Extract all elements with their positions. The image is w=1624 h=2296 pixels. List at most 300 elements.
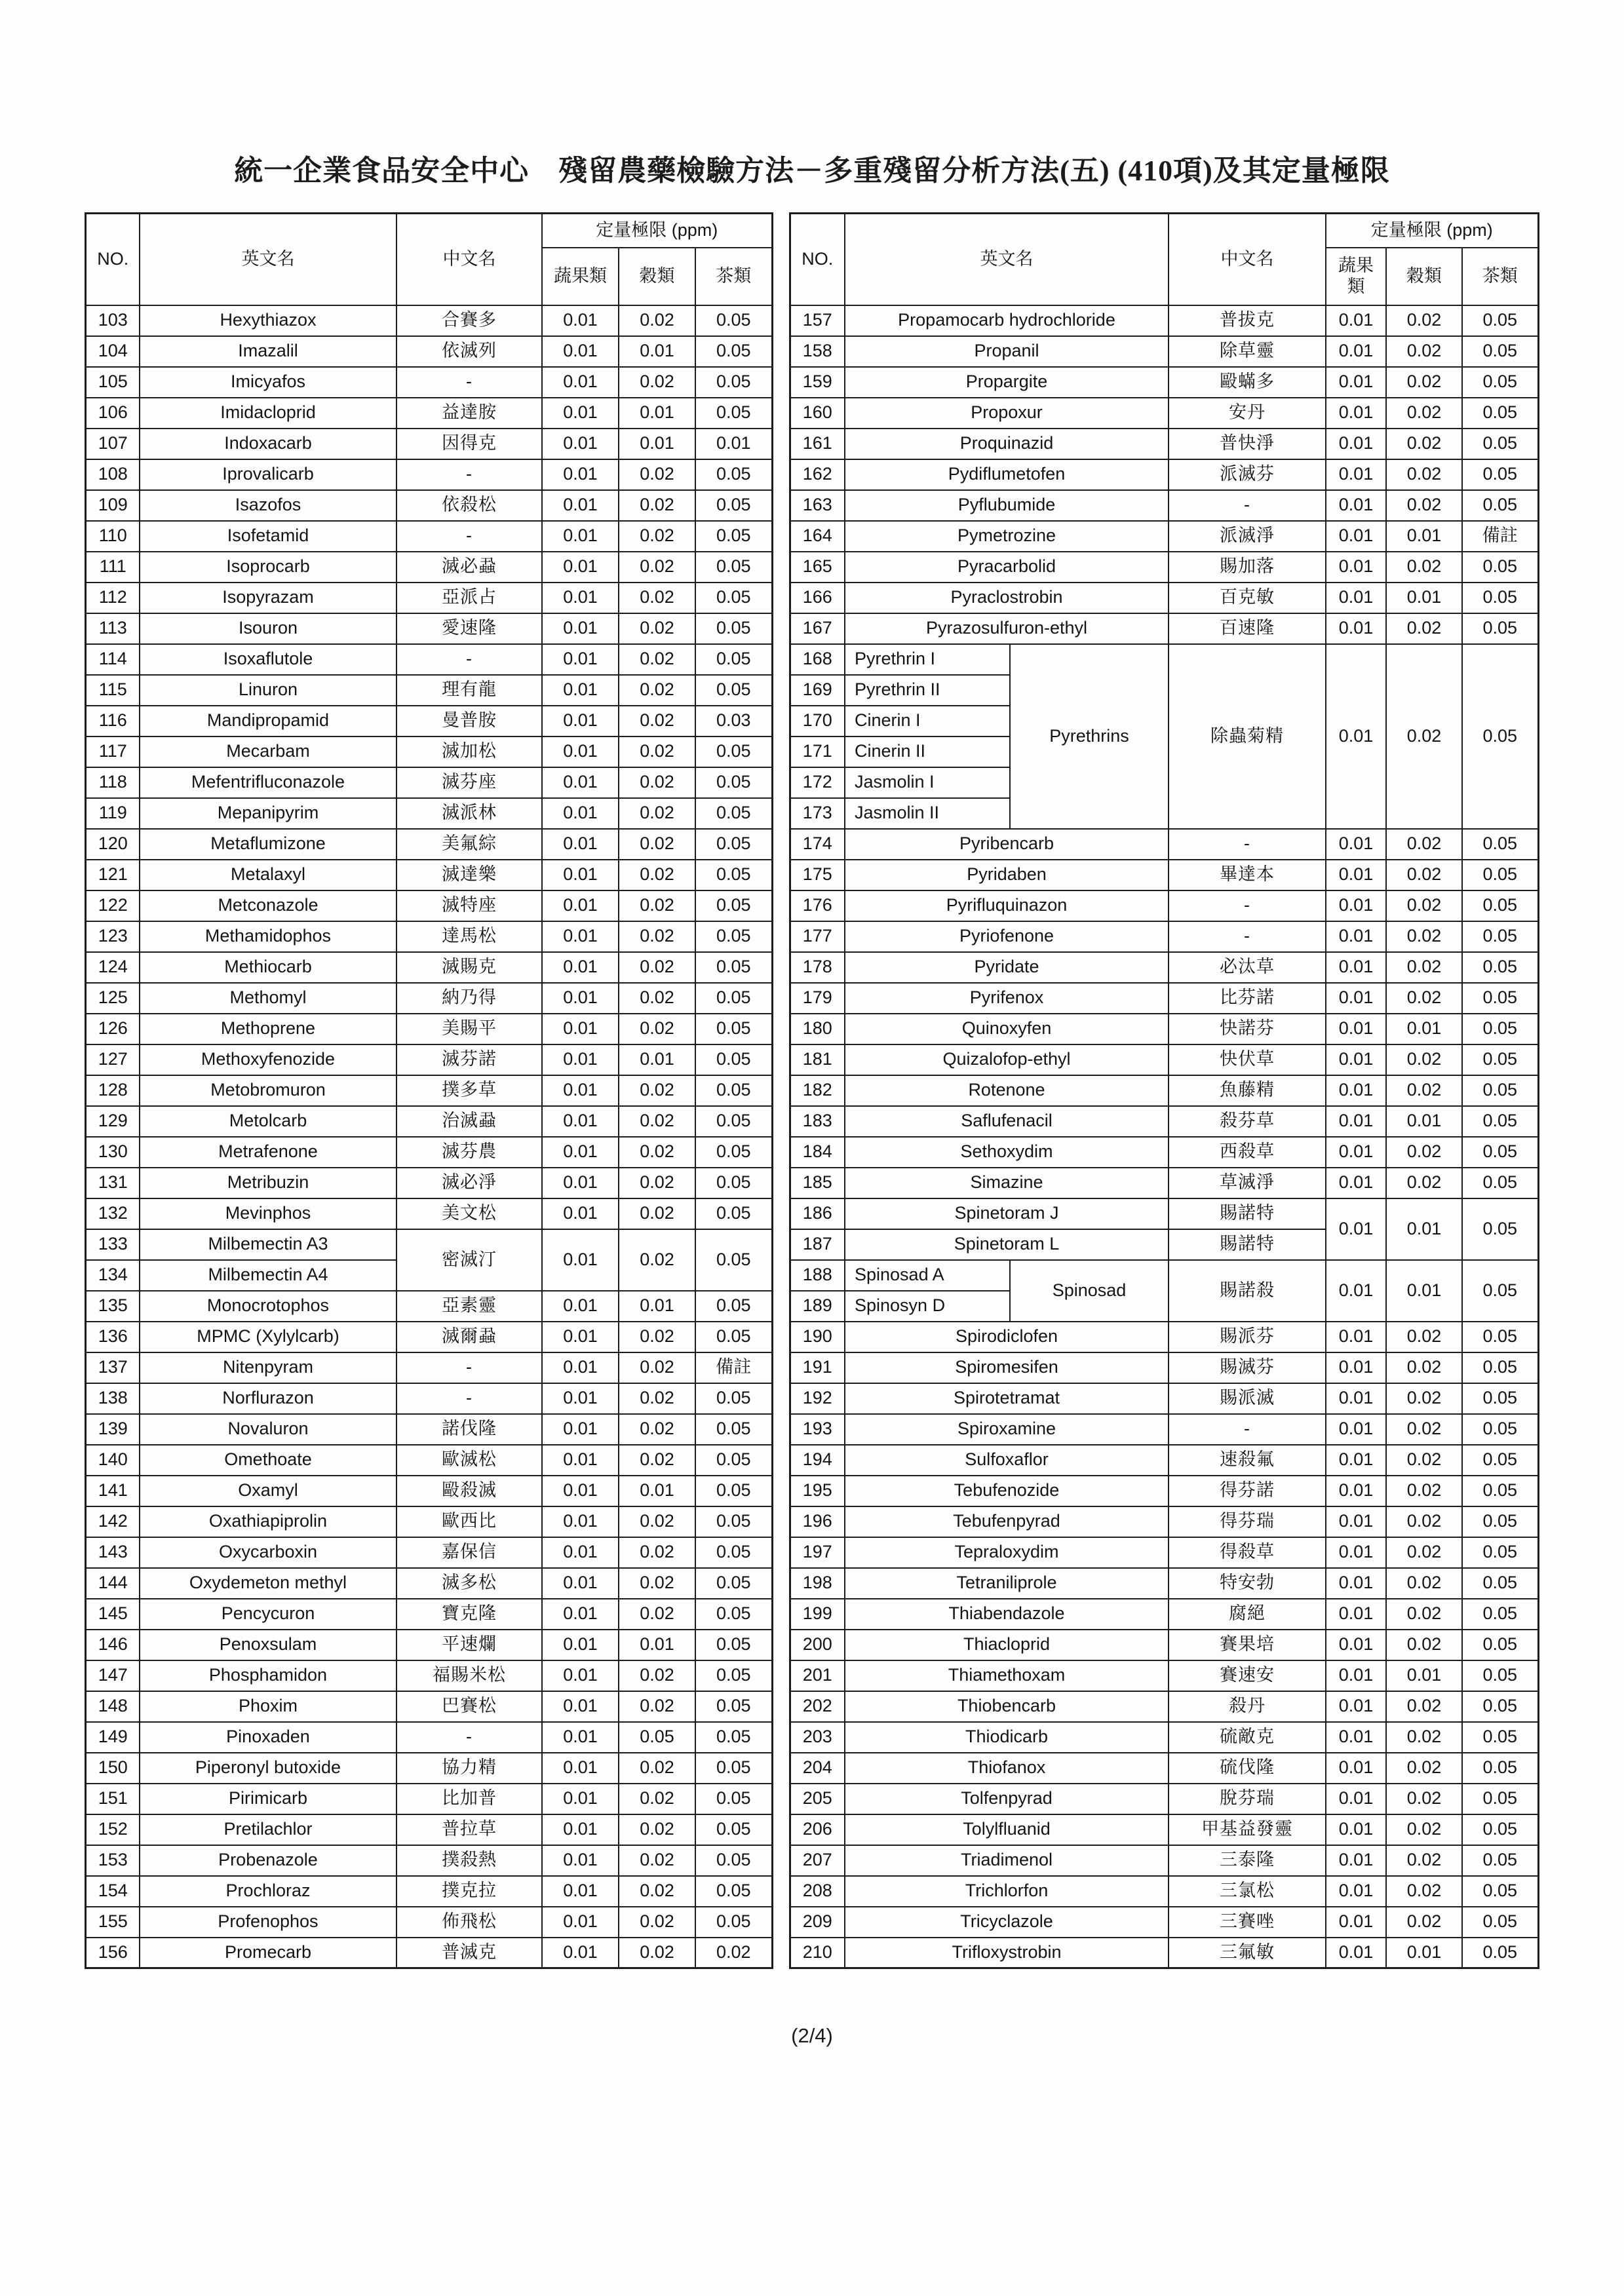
row-number: 114 — [86, 644, 140, 675]
grain-limit-value: 0.02 — [619, 1198, 695, 1229]
row-number: 186 — [790, 1198, 845, 1229]
english-name: Pinoxaden — [140, 1722, 396, 1753]
tea-limit-value: 0.05 — [695, 1322, 772, 1352]
grain-limit-value: 0.02 — [619, 1229, 695, 1291]
row-number: 141 — [86, 1476, 140, 1506]
table-row — [790, 305, 1538, 336]
row-number: 126 — [86, 1014, 140, 1044]
chinese-name: 平速爛 — [396, 1630, 542, 1660]
row-number: 147 — [86, 1660, 140, 1691]
row-number: 168 — [790, 644, 845, 675]
veg-limit-value: 0.01 — [542, 490, 619, 521]
chinese-name: 諾伐隆 — [396, 1414, 542, 1445]
english-name: Metaflumizone — [140, 829, 396, 860]
english-name: Simazine — [845, 1168, 1169, 1198]
chinese-name: 百速隆 — [1169, 613, 1326, 644]
grain-limit-value: 0.02 — [1386, 921, 1462, 952]
english-name: Oxathiapiprolin — [140, 1506, 396, 1537]
grain-limit-value: 0.02 — [1386, 644, 1462, 829]
grain-limit-value: 0.02 — [1386, 1537, 1462, 1568]
table-row — [86, 1014, 772, 1044]
row-number: 195 — [790, 1476, 845, 1506]
row-number: 172 — [790, 767, 845, 798]
row-number: 197 — [790, 1537, 845, 1568]
tea-limit-value: 0.05 — [1462, 552, 1538, 583]
english-name: Pyrethrin I — [845, 644, 1010, 675]
table-row — [790, 890, 1538, 921]
tea-limit-value: 0.05 — [1462, 1630, 1538, 1660]
english-name: Tetraniliprole — [845, 1568, 1169, 1599]
chinese-name: 特安勃 — [1169, 1568, 1326, 1599]
grain-limit-value: 0.02 — [1386, 1352, 1462, 1383]
grain-limit-value: 0.02 — [619, 490, 695, 521]
grain-limit-value: 0.02 — [619, 1568, 695, 1599]
veg-limit-value: 0.01 — [1326, 490, 1386, 521]
table-row — [86, 1568, 772, 1599]
veg-limit-value: 0.01 — [542, 1383, 619, 1414]
table-row — [790, 1322, 1538, 1352]
chinese-name: 賽速安 — [1169, 1660, 1326, 1691]
veg-limit-value: 0.01 — [1326, 613, 1386, 644]
grain-limit-value: 0.02 — [1386, 1476, 1462, 1506]
grain-limit-value: 0.02 — [619, 1014, 695, 1044]
veg-limit-value: 0.01 — [542, 1630, 619, 1660]
row-number: 164 — [790, 521, 845, 552]
chinese-name: 巴賽松 — [396, 1691, 542, 1722]
tea-limit-value: 0.05 — [695, 367, 772, 398]
chinese-name: - — [1169, 921, 1326, 952]
grain-limit-value: 0.02 — [619, 583, 695, 613]
veg-limit-value: 0.01 — [1326, 1691, 1386, 1722]
grain-limit-value: 0.02 — [619, 1506, 695, 1537]
row-number: 155 — [86, 1907, 140, 1938]
grain-limit-value: 0.02 — [619, 1845, 695, 1876]
table-row — [790, 521, 1538, 552]
english-name: Phosphamidon — [140, 1660, 396, 1691]
tea-limit-value: 0.05 — [695, 675, 772, 706]
table-row — [790, 1352, 1538, 1383]
table-row — [86, 1137, 772, 1168]
chinese-name: 比加普 — [396, 1784, 542, 1814]
row-number: 121 — [86, 860, 140, 890]
veg-limit-value: 0.01 — [542, 1568, 619, 1599]
row-number: 198 — [790, 1568, 845, 1599]
veg-limit-value: 0.01 — [542, 583, 619, 613]
tea-limit-value: 0.05 — [1462, 1137, 1538, 1168]
table-row — [790, 367, 1538, 398]
veg-limit-value: 0.01 — [542, 860, 619, 890]
english-name: Rotenone — [845, 1075, 1169, 1106]
veg-limit-value: 0.01 — [1326, 1753, 1386, 1784]
row-number: 145 — [86, 1599, 140, 1630]
table-row — [86, 675, 772, 706]
english-name: Omethoate — [140, 1445, 396, 1476]
english-name: Spirotetramat — [845, 1383, 1169, 1414]
grain-limit-value: 0.02 — [1386, 860, 1462, 890]
english-name: Isoprocarb — [140, 552, 396, 583]
grain-limit-value: 0.02 — [619, 1814, 695, 1845]
table-row — [790, 1445, 1538, 1476]
english-name: Methiocarb — [140, 952, 396, 983]
grain-limit-value: 0.02 — [1386, 1168, 1462, 1198]
veg-limit-value: 0.01 — [542, 890, 619, 921]
tea-limit-value: 0.05 — [695, 767, 772, 798]
chinese-name: 撲殺熱 — [396, 1845, 542, 1876]
veg-limit-value: 0.01 — [1326, 552, 1386, 583]
grain-limit-value: 0.02 — [1386, 1722, 1462, 1753]
row-number: 201 — [790, 1660, 845, 1691]
grain-limit-value: 0.02 — [619, 1383, 695, 1414]
veg-limit-value: 0.01 — [1326, 398, 1386, 429]
table-row — [790, 829, 1538, 860]
veg-limit-value: 0.01 — [542, 675, 619, 706]
row-number: 175 — [790, 860, 845, 890]
veg-limit-value: 0.01 — [542, 1014, 619, 1044]
table-row — [790, 952, 1538, 983]
chinese-name: 因得克 — [396, 429, 542, 459]
chinese-name: 三氟敏 — [1169, 1938, 1326, 1968]
veg-limit-value: 0.01 — [1326, 429, 1386, 459]
grain-limit-value: 0.02 — [1386, 1784, 1462, 1814]
row-number: 118 — [86, 767, 140, 798]
veg-limit-value: 0.01 — [1326, 521, 1386, 552]
chinese-name: 快諾芬 — [1169, 1014, 1326, 1044]
grain-limit-value: 0.01 — [1386, 1014, 1462, 1044]
english-name: Prochloraz — [140, 1876, 396, 1907]
page-number: (2/4) — [791, 2024, 833, 2047]
row-number: 136 — [86, 1322, 140, 1352]
row-number: 209 — [790, 1907, 845, 1938]
table-row — [86, 1352, 772, 1383]
english-name: Pymetrozine — [845, 521, 1169, 552]
english-name: Proquinazid — [845, 429, 1169, 459]
row-number: 139 — [86, 1414, 140, 1445]
chinese-name: 賜加落 — [1169, 552, 1326, 583]
english-name: Isouron — [140, 613, 396, 644]
table-row — [790, 644, 1538, 675]
chinese-name: 亞素靈 — [396, 1291, 542, 1322]
veg-limit-value: 0.01 — [542, 1322, 619, 1352]
table-row — [86, 767, 772, 798]
grain-limit-value: 0.02 — [619, 829, 695, 860]
row-number: 200 — [790, 1630, 845, 1660]
row-number: 144 — [86, 1568, 140, 1599]
english-name: Piperonyl butoxide — [140, 1753, 396, 1784]
english-name: Methoxyfenozide — [140, 1044, 396, 1075]
chinese-name: 三賽唑 — [1169, 1907, 1326, 1938]
table-row — [86, 1229, 772, 1260]
table-header — [86, 214, 772, 305]
chinese-name: 撲克拉 — [396, 1876, 542, 1907]
grain-limit-value: 0.02 — [619, 706, 695, 737]
tea-limit-value: 0.05 — [695, 1814, 772, 1845]
table-row — [790, 1414, 1538, 1445]
chinese-name: - — [1169, 890, 1326, 921]
tea-limit-value: 0.03 — [695, 706, 772, 737]
veg-limit-value: 0.01 — [542, 552, 619, 583]
tea-limit-value: 0.05 — [695, 1876, 772, 1907]
row-number: 153 — [86, 1845, 140, 1876]
grain-limit-value: 0.02 — [1386, 398, 1462, 429]
table-row — [790, 1075, 1538, 1106]
grain-limit-value: 0.02 — [619, 521, 695, 552]
tea-limit-value: 備註 — [695, 1352, 772, 1383]
row-number: 148 — [86, 1691, 140, 1722]
tea-limit-value: 0.05 — [1462, 1907, 1538, 1938]
english-name: Thiofanox — [845, 1753, 1169, 1784]
english-name: Methamidophos — [140, 921, 396, 952]
grain-limit-value: 0.01 — [1386, 1198, 1462, 1260]
english-name: Thiobencarb — [845, 1691, 1169, 1722]
grain-limit-value: 0.02 — [619, 1599, 695, 1630]
header-chinese-name: 中文名 — [1169, 214, 1326, 305]
english-name: Metconazole — [140, 890, 396, 921]
grain-limit-value: 0.01 — [1386, 1260, 1462, 1322]
row-number: 156 — [86, 1938, 140, 1968]
veg-limit-value: 0.01 — [1326, 1630, 1386, 1660]
chinese-name: 得芬瑞 — [1169, 1506, 1326, 1537]
english-name: Jasmolin II — [845, 798, 1010, 829]
table-row — [790, 1506, 1538, 1537]
veg-limit-value: 0.01 — [542, 706, 619, 737]
chinese-name: 三泰隆 — [1169, 1845, 1326, 1876]
grain-limit-value: 0.02 — [619, 644, 695, 675]
row-number: 130 — [86, 1137, 140, 1168]
english-name: Pyracarbolid — [845, 552, 1169, 583]
tea-limit-value: 0.05 — [695, 1722, 772, 1753]
veg-limit-value: 0.01 — [542, 1660, 619, 1691]
row-number: 180 — [790, 1014, 845, 1044]
row-number: 191 — [790, 1352, 845, 1383]
table-row — [86, 459, 772, 490]
tea-limit-value: 0.05 — [1462, 860, 1538, 890]
table-row — [86, 336, 772, 367]
tea-limit-value: 0.05 — [1462, 583, 1538, 613]
table-row — [86, 1476, 772, 1506]
row-number: 183 — [790, 1106, 845, 1137]
tea-limit-value: 0.05 — [1462, 1784, 1538, 1814]
veg-limit-value: 0.01 — [542, 1537, 619, 1568]
table-row — [790, 1383, 1538, 1414]
row-number: 131 — [86, 1168, 140, 1198]
veg-limit-value: 0.01 — [542, 798, 619, 829]
tea-limit-value: 0.05 — [695, 644, 772, 675]
grain-limit-value: 0.02 — [619, 1075, 695, 1106]
tea-limit-value: 0.05 — [695, 459, 772, 490]
chinese-name: 撲多草 — [396, 1075, 542, 1106]
grain-limit-value: 0.02 — [619, 767, 695, 798]
veg-limit-value: 0.01 — [1326, 336, 1386, 367]
tea-limit-value: 0.05 — [1462, 1414, 1538, 1445]
table-row — [86, 1814, 772, 1845]
row-number: 112 — [86, 583, 140, 613]
english-name: Thiodicarb — [845, 1722, 1169, 1753]
table-row — [86, 613, 772, 644]
veg-limit-value: 0.01 — [542, 983, 619, 1014]
tea-limit-value: 0.05 — [1462, 1753, 1538, 1784]
veg-limit-value: 0.01 — [1326, 1845, 1386, 1876]
english-name: Propanil — [845, 336, 1169, 367]
chinese-name: - — [396, 1722, 542, 1753]
table-row — [86, 1599, 772, 1630]
english-name: Norflurazon — [140, 1383, 396, 1414]
tea-limit-value: 0.05 — [695, 1383, 772, 1414]
tea-limit-value: 0.05 — [1462, 490, 1538, 521]
tea-limit-value: 備註 — [1462, 521, 1538, 552]
table-row — [86, 1876, 772, 1907]
english-name: Promecarb — [140, 1938, 396, 1968]
pesticide-table-right — [789, 212, 1539, 1969]
table-row — [790, 552, 1538, 583]
table-row — [86, 1938, 772, 1968]
grain-limit-value: 0.02 — [1386, 552, 1462, 583]
chinese-name: 滅特座 — [396, 890, 542, 921]
row-number: 196 — [790, 1506, 845, 1537]
chinese-name: 殺芬草 — [1169, 1106, 1326, 1137]
english-name: Thiamethoxam — [845, 1660, 1169, 1691]
veg-limit-value: 0.01 — [542, 1044, 619, 1075]
row-number: 187 — [790, 1229, 845, 1260]
table-row — [790, 1845, 1538, 1876]
english-name: Iprovalicarb — [140, 459, 396, 490]
tea-limit-value: 0.05 — [695, 1445, 772, 1476]
veg-limit-value: 0.01 — [1326, 1506, 1386, 1537]
table-row — [86, 1845, 772, 1876]
grain-limit-value: 0.02 — [619, 1322, 695, 1352]
row-number: 159 — [790, 367, 845, 398]
chinese-name: 賜諾殺 — [1169, 1260, 1326, 1322]
english-name: Imazalil — [140, 336, 396, 367]
grain-limit-value: 0.02 — [619, 1168, 695, 1198]
tea-limit-value: 0.05 — [1462, 983, 1538, 1014]
chinese-name: 必汰草 — [1169, 952, 1326, 983]
veg-limit-value: 0.01 — [542, 336, 619, 367]
veg-limit-value: 0.01 — [1326, 1352, 1386, 1383]
row-number: 176 — [790, 890, 845, 921]
veg-limit-value: 0.01 — [1326, 1075, 1386, 1106]
grain-limit-value: 0.02 — [1386, 1506, 1462, 1537]
grain-limit-value: 0.02 — [1386, 1568, 1462, 1599]
row-number: 157 — [790, 305, 845, 336]
row-number: 170 — [790, 706, 845, 737]
row-number: 167 — [790, 613, 845, 644]
english-name: Nitenpyram — [140, 1352, 396, 1383]
veg-limit-value: 0.01 — [542, 737, 619, 767]
grain-limit-value: 0.02 — [1386, 1075, 1462, 1106]
row-number: 171 — [790, 737, 845, 767]
row-number: 158 — [790, 336, 845, 367]
english-name: Thiacloprid — [845, 1630, 1169, 1660]
veg-limit-value: 0.01 — [542, 767, 619, 798]
english-name: Sulfoxaflor — [845, 1445, 1169, 1476]
tea-limit-value: 0.05 — [1462, 1260, 1538, 1322]
grain-limit-value: 0.02 — [619, 952, 695, 983]
veg-limit-value: 0.01 — [542, 829, 619, 860]
chinese-name: 滅芬農 — [396, 1137, 542, 1168]
chinese-name: 理有龍 — [396, 675, 542, 706]
chinese-name: 脫芬瑞 — [1169, 1784, 1326, 1814]
table-row — [86, 1753, 772, 1784]
chinese-name: 硫敵克 — [1169, 1722, 1326, 1753]
header-veg-category: 蔬果類 — [1326, 248, 1386, 305]
english-name: Methoprene — [140, 1014, 396, 1044]
grain-limit-value: 0.01 — [619, 1291, 695, 1322]
english-name: Spiromesifen — [845, 1352, 1169, 1383]
tea-limit-value: 0.05 — [1462, 1476, 1538, 1506]
table-row — [86, 952, 772, 983]
table-row — [790, 490, 1538, 521]
row-number: 107 — [86, 429, 140, 459]
tea-limit-value: 0.05 — [695, 1168, 772, 1198]
veg-limit-value: 0.01 — [1326, 1722, 1386, 1753]
english-name: Profenophos — [140, 1907, 396, 1938]
grain-limit-value: 0.01 — [1386, 1106, 1462, 1137]
grain-limit-value: 0.02 — [619, 1445, 695, 1476]
row-number: 115 — [86, 675, 140, 706]
grain-limit-value: 0.02 — [1386, 305, 1462, 336]
english-name: Trifloxystrobin — [845, 1938, 1169, 1968]
row-number: 127 — [86, 1044, 140, 1075]
tea-limit-value: 0.05 — [695, 613, 772, 644]
row-number: 173 — [790, 798, 845, 829]
row-number: 142 — [86, 1506, 140, 1537]
grain-limit-value: 0.02 — [619, 1106, 695, 1137]
english-name: Spinetoram J — [845, 1198, 1169, 1229]
row-number: 161 — [790, 429, 845, 459]
english-name: Isoxaflutole — [140, 644, 396, 675]
veg-limit-value: 0.01 — [1326, 890, 1386, 921]
grain-limit-value: 0.02 — [1386, 1383, 1462, 1414]
tea-limit-value: 0.05 — [695, 1660, 772, 1691]
tea-limit-value: 0.05 — [695, 1537, 772, 1568]
chinese-name: 滅爾蝨 — [396, 1322, 542, 1352]
grain-limit-value: 0.01 — [619, 1476, 695, 1506]
english-name: Oxamyl — [140, 1476, 396, 1506]
chinese-name: 滅賜克 — [396, 952, 542, 983]
veg-limit-value: 0.01 — [542, 1506, 619, 1537]
tea-limit-value: 0.05 — [1462, 1845, 1538, 1876]
row-number: 128 — [86, 1075, 140, 1106]
english-name: Phoxim — [140, 1691, 396, 1722]
tea-limit-value: 0.05 — [695, 552, 772, 583]
tea-limit-value: 0.05 — [695, 521, 772, 552]
header-veg-category: 蔬果類 — [542, 248, 619, 305]
veg-limit-value: 0.01 — [1326, 1044, 1386, 1075]
grain-limit-value: 0.02 — [1386, 1137, 1462, 1168]
english-name: Pyrifluquinazon — [845, 890, 1169, 921]
chinese-name: 曼普胺 — [396, 706, 542, 737]
veg-limit-value: 0.01 — [542, 952, 619, 983]
english-name: Propoxur — [845, 398, 1169, 429]
table-row — [86, 1322, 772, 1352]
english-name: Isopyrazam — [140, 583, 396, 613]
english-name: Mandipropamid — [140, 706, 396, 737]
veg-limit-value: 0.01 — [542, 305, 619, 336]
english-name: Propargite — [845, 367, 1169, 398]
row-number: 124 — [86, 952, 140, 983]
english-name: Pydiflumetofen — [845, 459, 1169, 490]
chinese-name: - — [1169, 829, 1326, 860]
header-english-name: 英文名 — [845, 214, 1169, 305]
header-tea-category: 茶類 — [1462, 248, 1538, 305]
tea-limit-value: 0.05 — [695, 490, 772, 521]
veg-limit-value: 0.01 — [542, 1691, 619, 1722]
veg-limit-value: 0.01 — [542, 1352, 619, 1383]
grain-limit-value: 0.02 — [619, 1753, 695, 1784]
table-row — [86, 1691, 772, 1722]
grain-limit-value: 0.02 — [1386, 1691, 1462, 1722]
chinese-name: 草滅淨 — [1169, 1168, 1326, 1198]
